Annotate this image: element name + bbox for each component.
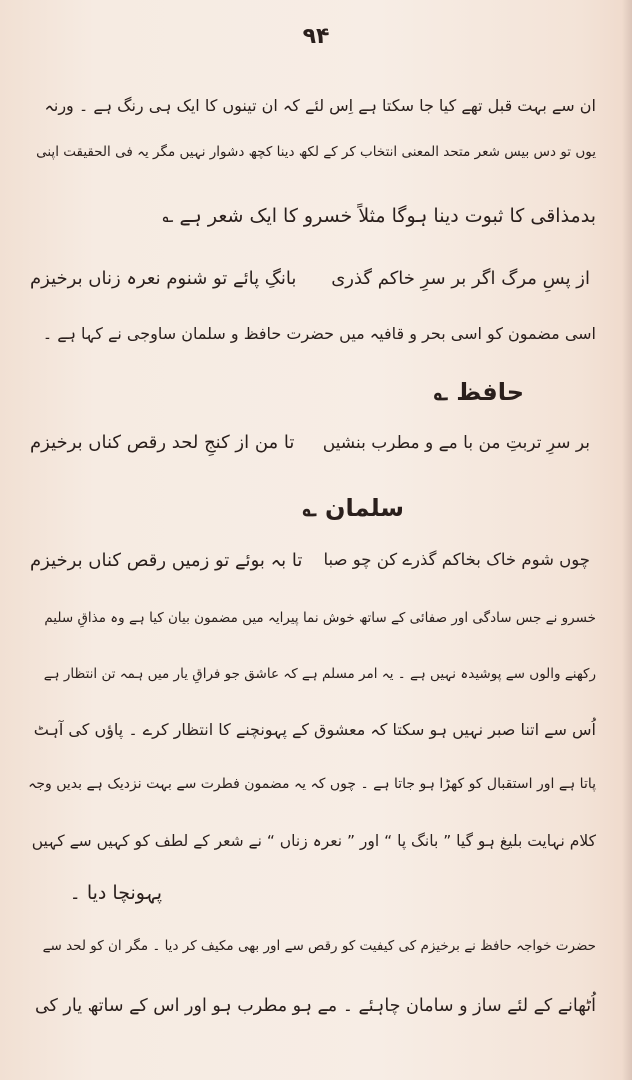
verse-hafiz-second-hemistich: تا من از کنجِ لحد رقص کناں برخیزم	[30, 432, 295, 453]
paragraph-1-line-1: ان سے بہت قبل تھے کیا جا سکتا ہے اِس لئے کہ ان تینوں کا ایک ہی رنگ ہے ۔ ورنہ	[44, 96, 596, 115]
verse-khusro-first-hemistich: از پسِ مرگ اگر بر سرِ خاکم گذری	[331, 268, 590, 289]
page-number: ۹۴	[302, 24, 330, 49]
verse-salman	[30, 550, 590, 586]
paragraph-3-line-5: کلام نہایت بلیغ ہو گیا ” بانگ پا “ اور ” نعرہ زناں “ نے شعر کے لطف کو کہیں سے کہیں	[31, 832, 596, 850]
verse-khusro	[30, 268, 590, 304]
verse-salman-first-hemistich: چوں شوم خاک بخاکم گذرے کن چو صبا	[323, 550, 590, 569]
verse-hafiz	[30, 432, 590, 468]
paragraph-3-line-3: اُس سے اتنا صبر نہیں ہو سکتا کہ معشوق کے پہونچنے کا انتظار کرے ۔ پاؤں کی آہٹ	[33, 720, 596, 739]
paragraph-3-line-6: پہونچا دیا ۔	[69, 882, 162, 904]
heading-hafiz: حافظ ؎	[433, 378, 524, 406]
paragraph-4-line-1: حضرت خواجہ حافظ نے برخیزم کی کیفیت کو رقص سے اور بھی مکیف کر دیا ۔ مگر ان کو لحد سے	[42, 938, 596, 954]
verse-salman-second-hemistich: تا بہ بوئے تو زمیں رقص کناں برخیزم	[30, 550, 303, 571]
paragraph-3-line-1: خسرو نے جس سادگی اور صفائی کے ساتھ خوش نما پیرایہ میں مضمون بیان کیا ہے وہ مذاقِ سلیم	[44, 610, 596, 626]
paragraph-3-line-2: رکھنے والوں سے پوشیدہ نہیں ہے ۔ یہ امر مسلم ہے کہ عاشق جو فراقِ یار میں ہمہ تن انتظار ہے	[43, 666, 596, 682]
paragraph-3-line-4: پاتا ہے اور استقبال کو کھڑا ہو جاتا ہے ۔ چوں کہ یہ مضمون فطرت سے بہت نزدیک ہے بدیں وجہ	[28, 776, 596, 792]
verse-hafiz-first-hemistich: بر سرِ تربتِ من با مے و مطرب بنشیں	[322, 433, 590, 453]
paragraph-4-line-2: اُٹھانے کے لئے ساز و سامان چاہئے ۔ مے ہو مطرب ہو اور اس کے ساتھ یار کی	[34, 996, 596, 1016]
paragraph-2: اسی مضمون کو اسی بحر و قافیہ میں حضرت حافظ و سلمان ساوجی نے کہا ہے ۔	[42, 324, 596, 343]
heading-salman: سلمان ؎	[302, 494, 404, 522]
paragraph-1-line-3: بدمذاقی کا ثبوت دینا ہوگا مثلاً خسرو کا ایک شعر ہے ؎	[162, 205, 596, 227]
verse-khusro-second-hemistich: بانگِ پائے تو شنوم نعرہ زناں برخیزم	[30, 268, 297, 289]
paragraph-1-line-2: یوں تو دس بیس شعر متحد المعنی انتخاب کر کے لکھ دینا کچھ دشوار نہیں مگر یہ فی الحقیقت اپنی	[36, 144, 596, 160]
